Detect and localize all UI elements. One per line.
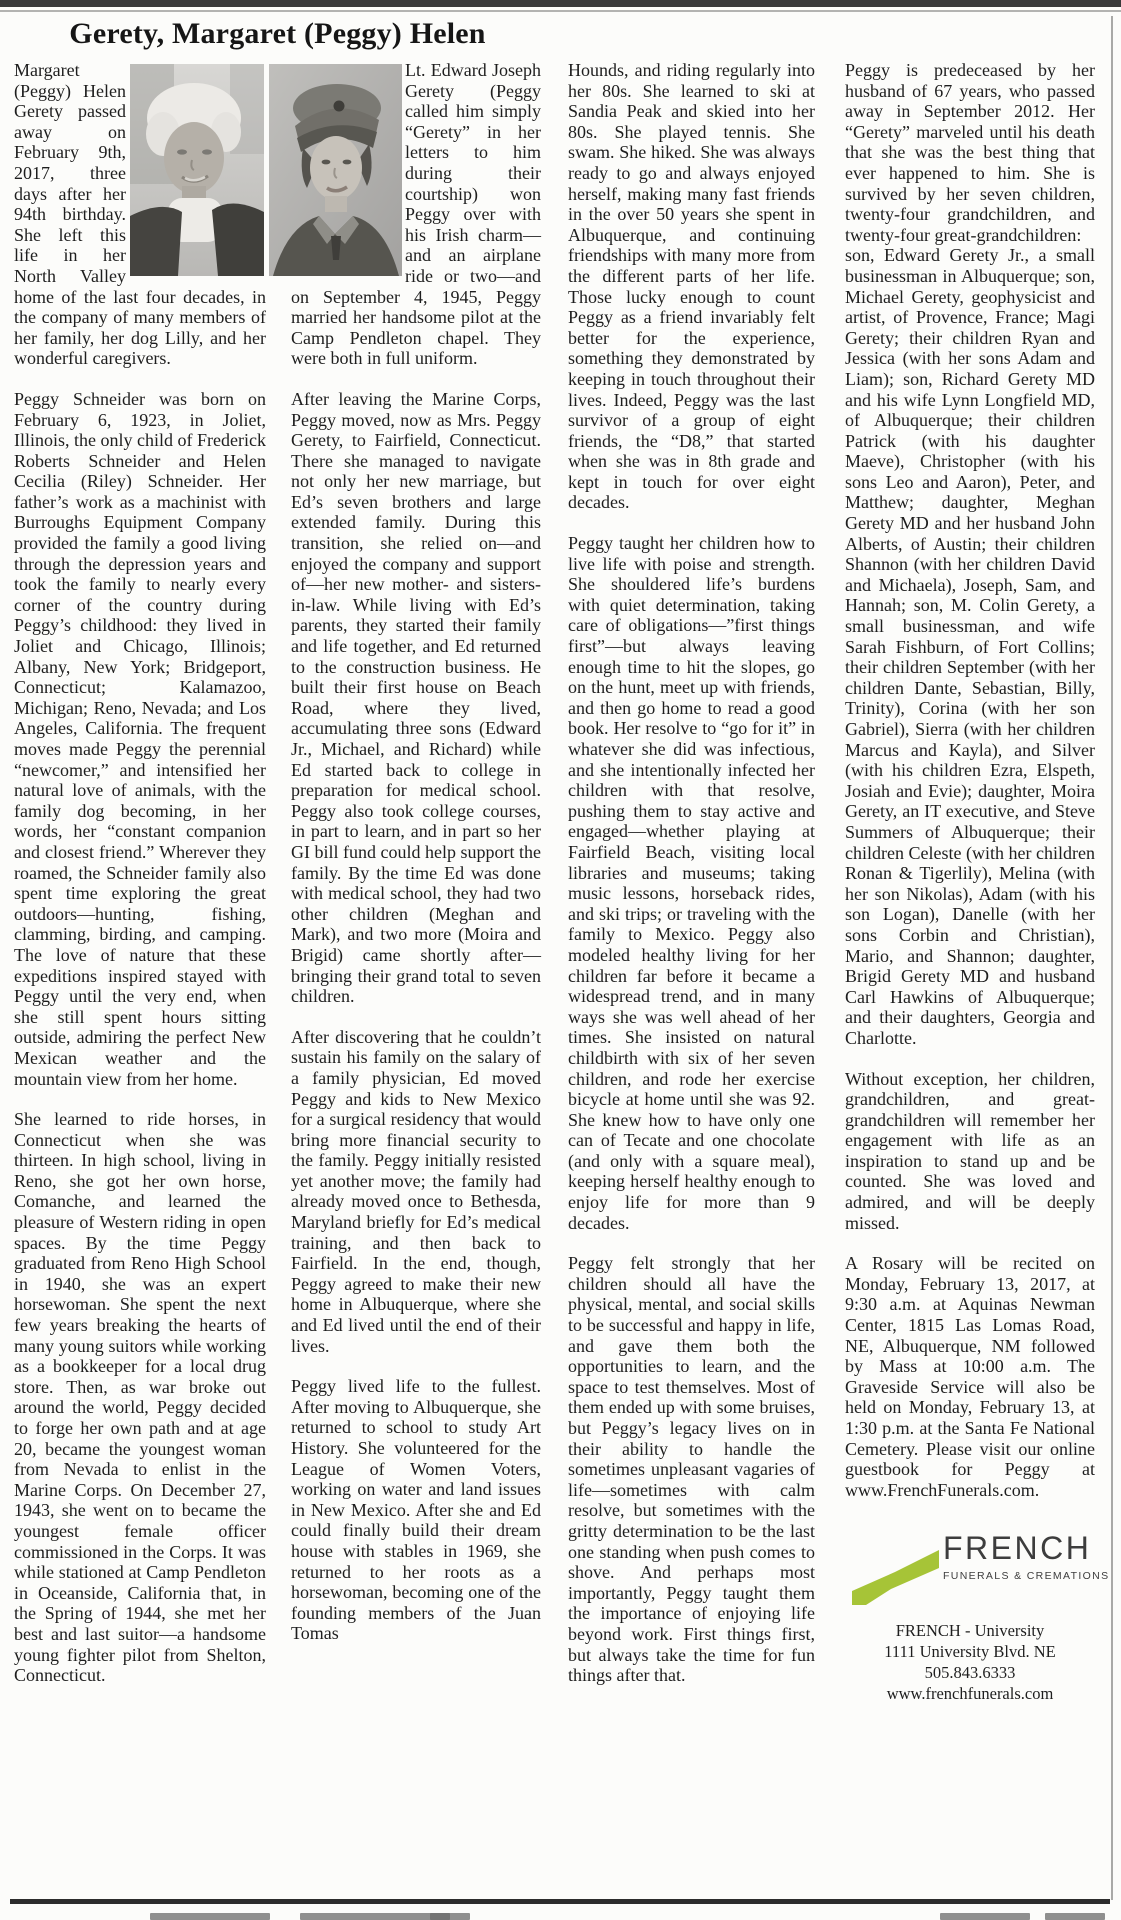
funeral-home-contact (845, 1620, 1095, 1704)
text-column-4 (845, 60, 1110, 1704)
paragraph: She learned to ride horses, in Connecticut when she was thirteen. In high school, living in Reno, she got her own horse, Comanche, and learned the pleasure of Western riding in open spaces. By the time Peggy graduated from Reno High School in 1940, she was an expert horsewoman. She spent the next few years breaking the hearts of many young suitors while working as a bookkeeper for a local drug store. Then, as war broke out around the world, Peggy decided to forge her own path and at age 20, became the youngest woman from Nevada to enlist in the Marine Corps. On December 27, 1943, she went on to became the youngest female officer commissioned in the Corps. It was while stationed at Camp Pendleton in Oceanside, California that, in the Spring of 1944, she met her best and last suitor—a handsome young fighter pilot from Shelton, Connecticut. (14, 1109, 266, 1686)
text-column-2 (291, 60, 541, 1644)
funeral-home-logo (845, 1530, 1110, 1606)
paragraph: Hounds, and riding regularly into her 80s. She learned to ski at Sandia Peak and skied into her 80s. She played tennis. She swam. She hiked. She was always ready to go and always enjoyed herself, making many fast friends in the over 50 years she spent in Albuquerque, and continuing friendships with many more from the different parts of her life. Those lucky enough to count Peggy as a friend invariably felt better for the experience, something they demonstrated by keeping in touch throughout their lives. Indeed, Peggy was the last survivor of a group of eight friends, the “D8,” that started when she was in 8th grade and kept in touch for over eight decades. (568, 60, 815, 513)
paragraph-survivors-list: son, Edward Gerety Jr., a small businessman in Albuquerque; son, Michael Gerety, geophysicist and artist, of Provence, France; Magi Gerety; their children Ryan and Jessica (with her sons Adam and Liam); son, Richard Gerety MD and his wife Lynn Longfield MD, of Albuquerque; their children Patrick (with his daughter Maeve), Christopher (with his sons Leo and Aaron), Peter, and Matthew; daughter, Meghan Gerety MD and her husband John Alberts, of Austin; their children Shannon (with her children David and Michaela), Joseph, Sam, and Hannah; son, M. Colin Gerety, a small businessman, and wife Sarah Fishburn, of Fort Collins; their children September (with her children Dante, Sebastian, Billy, Trinity), Corina (with her son Gabriel), Sierra (with her children Marcus and Kayla), and Silver (with his children Ezra, Elspeth, Josiah and Evie); daughter, Moira Gerety, an IT executive, and Steve Summers of Albuquerque; their children Celeste (with her children Ronan & Tigerlily), Melina (with her son Nikolas), Adam (with his son Logan), Danelle (with her sons Corbin and Christian), Mario, and Shannon; daughter, Brigid Gerety MD and husband Carl Hawkins of Albuquerque; and their daughters, Georgia and Charlotte. (845, 245, 1095, 1048)
paragraph: Peggy lived life to the fullest. After moving to Albuquerque, she returned to school to study Art History. She volunteered for the League of Women Voters, working on water and land issues in New Mexico. After she and Ed could finally build their dream house with stables in 1969, she returned to her roots as a horsewoman, becoming one of the founding members of the Juan Tomas (291, 1376, 541, 1644)
logo-wordmark (943, 1530, 1110, 1587)
paragraph: After leaving the Marine Corps, Peggy moved, now as Mrs. Peggy Gerety, to Fairfield, Connecticut. There she managed to navigate not only her new marriage, but Ed’s seven brothers and large extended family. During this transition, she relied on—and enjoyed the company and support of—her new mother- and sisters-in-law. While living with Ed’s parents, they started their family and life together, and Ed returned to the construction business. He built their first house on Beach Road, where they lived, accumulating three sons (Edward Jr., Michael, and Richard) while Ed started back to college in preparation for medical school. Peggy also took college courses, in part to learn, and in part so her GI bill fund could help support the family. By the time Ed was done with medical school, they had two other children (Meghan and Mark), and two more (Moira and Brigid) came shortly after—bringing their grand total to seven children. (291, 388, 541, 1007)
contact-website: www.frenchfunerals.com (886, 1684, 1054, 1704)
right-column-rule (1111, 16, 1113, 1900)
paragraph: Peggy Schneider was born on February 6, 1923, in Joliet, Illinois, the only child of Frederick Roberts Schneider and Helen Cecilia (Riley) Schneider. Her father’s work as a machinist with Burroughs Equipment Company provided the family a good living through the depression years and took the family to nearly every corner of the country during Peggy’s childhood: they lived in Joliet and Chicago, Illinois; Albany, New York; Bridgeport, Connecticut; Kalamazoo, Michigan; Reno, Nevada; and Los Angeles, California. The frequent moves made Peggy the perennial “newcomer,” and intensified her natural love of animals, with the family dog becoming, in her words, her “constant companion and closest friend.” Wherever they roamed, the Schneider family also spent time exploring the great outdoors—hunting, fishing, clamming, birding, and camping. The love of nature that these expeditions inspired stayed with Peggy until the very end, when she still spent hours sitting outside, admiring the perfect New Mexican weather and the mountain view from her home. (14, 388, 266, 1089)
text-column-3 (568, 60, 815, 1686)
text-column-1 (14, 60, 266, 1686)
logo-tagline: FUNERALS & CREMATIONS (943, 1570, 1110, 1583)
paragraph: Peggy taught her children how to live life with poise and strength. She shouldered life’s burdens with quiet determination, taking care of obligations—”first things first”—but always leaving enough time to hit the slopes, go on the hunt, meet up with friends, and then go home to read a good book. Her resolve to “go for it” in whatever she did was infectious, and she intentionally infected her children with that resolve, pushing them to stay active and engaged—whether playing at Fairfield Beach, visiting local libraries and museums; taking music lessons, horseback rides, and ski trips; or traveling with the family to Mexico. Peggy also modeled healthy living for her children far before it became a widespread trend, and in many ways she was well ahead of her times. She insisted on natural childbirth with six of her seven children, and rode her exercise bicycle at home until she was 92. She knew how to have only one can of Tecate and one chocolate (and only with a square meal), keeping herself healthy enough to enjoy life for more than 9 decades. (568, 533, 815, 1233)
contact-location: FRENCH - University (895, 1621, 1045, 1641)
paragraph: Peggy is predeceased by her husband of 67 years, who passed away in September 2012. Her “Gerety” marveled until his death that she was the best thing that ever happened to him. She is survived by her seven children, twenty-four grandchildren, and twenty-four great-grandchildren: (845, 60, 1095, 245)
obituary-title: Gerety, Margaret (Peggy) Helen (69, 17, 486, 50)
photo-wrap-spacer (291, 60, 405, 278)
bottom-divider-rule (10, 1899, 1110, 1904)
green-swoosh-icon (851, 1548, 941, 1606)
contact-address: 1111 University Blvd. NE (884, 1642, 1056, 1662)
paragraph: After discovering that he couldn’t sustain his family on the salary of a family physician, Ed moved Peggy and kids to New Mexico for a surgical residency that would bring more financial security to the family. Peggy initially resisted yet another move; the family had already moved once to Bethesda, Maryland briefly for Ed’s medical training, and then back to Fairfield. In the end, though, Peggy agreed to make their new home in Albuquerque, where she and Ed lived until the end of their lives. (291, 1026, 541, 1356)
paragraph: Margaret (Peggy) Helen Gerety passed away on February 9th, 2017, three days after her 94th birthday. She left this life in her North Valley home of the last four decades, in the company of many members of her family, her dog Lilly, and her wonderful caregivers. (14, 60, 266, 369)
contact-phone: 505.843.6333 (924, 1663, 1016, 1683)
next-obituary-clipped-fragment (0, 1913, 1121, 1920)
photo-wrap-spacer (126, 60, 266, 274)
paragraph: Without exception, her children, grandchildren, and great-grandchildren will remember her engagement with life as an inspiration to stand up and be counted. She was loved and admired, and will be deeply missed. (845, 1068, 1095, 1233)
paragraph: Lt. Edward Joseph Gerety (Peggy called him simply “Gerety” in her letters to him during their courtship) won Peggy over with his Irish charm—and an airplane ride or two—and on September 4, 1945, Peggy married her handsome pilot at the Camp Pendleton chapel. They were both in full uniform. (291, 60, 541, 369)
paragraph-services-info: A Rosary will be recited on Monday, February 13, 2017, at 9:30 a.m. at Aquinas Newman Center, 1815 Las Lomas Road, NE, Albuquerque, NM followed by Mass at 10:00 a.m. The Graveside Service will also be held on Monday, February 13, at 1:30 p.m. at the Santa Fe National Cemetery. Please visit our online guestbook for Peggy at www.FrenchFunerals.com. (845, 1253, 1095, 1500)
paragraph: Peggy felt strongly that her children should all have the physical, mental, and social skills to be successful and happy in life, and gave them both the opportunities to learn, and the space to test themselves. Most of them ended up with some bruises, but Peggy’s legacy lives on in their ability to handle the sometimes unpleasant vagaries of life—sometimes with calm resolve, but sometimes with the gritty determination to be the last one standing when push comes to shove. And perhaps most importantly, Peggy taught them the importance of enjoying life beyond work. First things first, but always take the time for fun things after that. (568, 1253, 815, 1686)
logo-name: FRENCH (943, 1530, 1092, 1567)
top-divider-rule (0, 0, 1121, 13)
